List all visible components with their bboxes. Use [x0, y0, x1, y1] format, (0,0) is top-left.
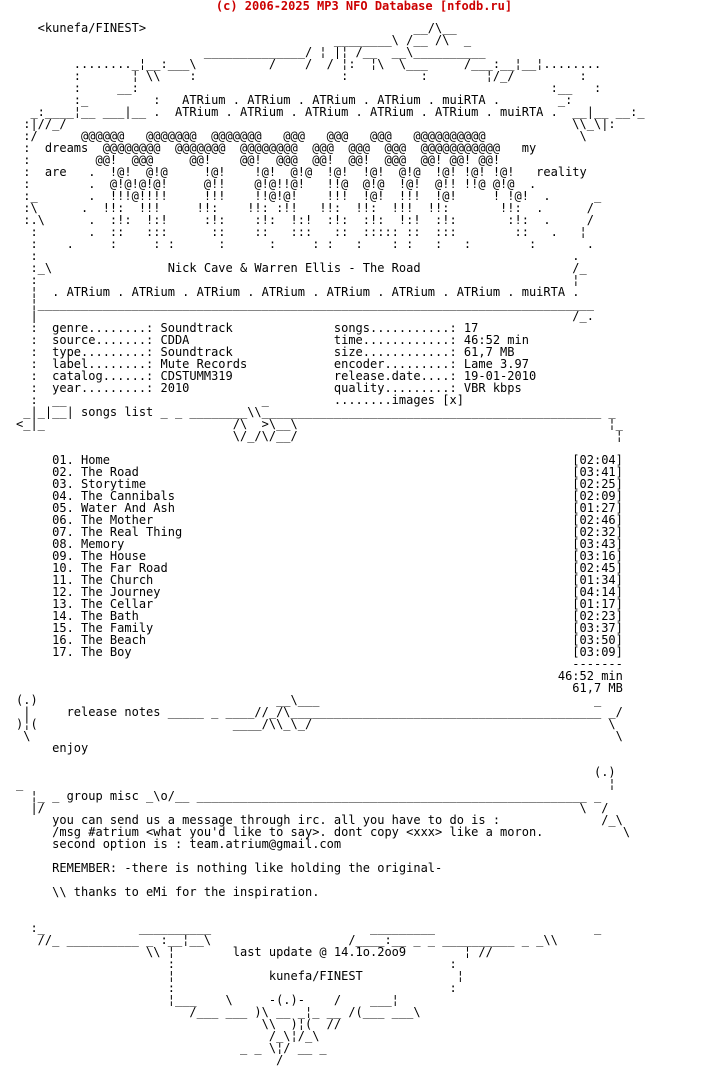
nfo-line: : __: :__ : [16, 81, 602, 95]
nfo-line: : type.........: Soundtrack size............: 61,7 MB [16, 345, 515, 359]
nfo-line: _|_|__| songs list _ _ ________\\_______________________________________________ _ [16, 405, 616, 419]
nfo-line: : source.......: CDDA time............: 46:52 min [16, 333, 529, 347]
nfo-line: 02. The Road [03:41] [16, 465, 623, 479]
nfo-line: ------- [16, 657, 623, 671]
nfo-line: 08. Memory [03:43] [16, 537, 623, 551]
nfo-line: :/ @@@@@@ @@@@@@@ @@@@@@@ @@@ @@@ @@@ @@@@@@@@@@ \ [16, 129, 587, 143]
nfo-line: : : [16, 957, 457, 971]
nfo-line: _:____¦__ ___|__ . ATRium . ATRium . ATRium . ATRium . ATRium . muiRTA . __|__ __:_ [16, 105, 645, 119]
nfo-line: /msg #atrium <what you'd like to say>. dont copy <xxx> like a moron. \ [16, 825, 631, 839]
nfo-line: )¦( ____/\\_\_/ \ [16, 717, 616, 731]
nfo-line: \\ )¦( // [16, 1017, 342, 1031]
nfo-line: 15. The Family [03:37] [16, 621, 623, 635]
nfo-line: : : [16, 981, 457, 995]
nfo-line: : dreams @@@@@@@@ @@@@@@@ @@@@@@@@ @@@ @@@ @@@ @@@@@@@@@@@ my [16, 141, 537, 155]
nfo-line: ¦___ \ -(.)- / ___¦ [16, 993, 399, 1007]
nfo-text-block [16, 10, 645, 1066]
nfo-line: : ¦ \\ : : : ¦/_/ : [16, 69, 587, 83]
nfo-line: : . : : : : : : : : : : : : : . [16, 237, 594, 251]
nfo-line: 09. The House [03:16] [16, 549, 623, 563]
nfo-line: you can send us a message through irc. all you have to do is : /_\ [16, 813, 623, 827]
nfo-line: : genre........: Soundtrack songs...........: 17 [16, 321, 479, 335]
copyright-header: (c) 2006-2025 MP3 NFO Database [nfodb.ru] [215, 0, 513, 13]
nfo-line: enjoy [16, 741, 89, 755]
nfo-line: :\ . !!: !!! !!: !!: :!! !!: !!: !!! !!: !!: . / [16, 201, 594, 215]
nfo-line: 01. Home [02:04] [16, 453, 623, 467]
nfo-line: /___ ___ )\ __ _¦_ __ /(___ ___\ [16, 1005, 421, 1019]
nfo-line: : are . !@! @!@ !@! !@! @!@ !@! !@! @!@ !@! !@! !@! reality [16, 165, 587, 179]
nfo-line: //_ __________ _ :__¦__\ /____:__ _ _ __________ _ _\\ [16, 933, 558, 947]
nfo-line: 06. The Mother [02:46] [16, 513, 623, 527]
nfo-line: :.\ . :!: !:! :!: :!: !:! :!: :!: !:! :!: :!: . / [16, 213, 594, 227]
nfo-line: : __ _ ........images [x] [16, 393, 464, 407]
nfo-line: \\ thanks to eMi for the inspiration. [16, 885, 320, 899]
nfo-line: _ ¦ [16, 777, 616, 791]
nfo-line: : year.........: 2010 quality.........: VBR kbps [16, 381, 522, 395]
nfo-line: : catalog......: CDSTUMM319 release.date....: 19-01-2010 [16, 369, 537, 383]
nfo-line: 12. The Journey [04:14] [16, 585, 623, 599]
nfo-line: \ \ [16, 729, 623, 743]
nfo-line: REMEMBER: -there is nothing like holding the original- [16, 861, 443, 875]
nfo-line: 03. Storytime [02:25] [16, 477, 623, 491]
nfo-line: : . @!@!@!@! @!! @!@!!@! !!@ @!@ !@! @!! !!@ @!@ . [16, 177, 537, 191]
nfo-line: 05. Water And Ash [01:27] [16, 501, 623, 515]
nfo-line: | /_. [16, 309, 594, 323]
nfo-line: <_|_ /\ >\__\ ¦_ [16, 417, 623, 431]
nfo-line: ________\ /__ /\ _ [16, 33, 472, 47]
nfo-line: : ¦ [16, 273, 580, 287]
nfo-line: 07. The Real Thing [02:32] [16, 525, 623, 539]
nfo-line: ........_¦__:___\ / / / ¦: ¦\ \___ /___:__¦__¦........ [16, 57, 602, 71]
nfo-line: _ _ \¦/ __ _ [16, 1041, 327, 1055]
nfo-line: 10. The Far Road [02:45] [16, 561, 623, 575]
nfo-line: : . [16, 249, 580, 263]
nfo-line: \/_/\/__/ ¦ [16, 429, 623, 443]
nfo-line: :_ . !!!@!!!! !!! !!@!@! !!! !@! !!! !@! ! !@! . _ [16, 189, 602, 203]
nfo-line: /_\¦/_\ [16, 1029, 320, 1043]
nfo-line: second option is : team.atrium@gmail.com [16, 837, 342, 851]
nfo-line [16, 898, 645, 910]
nfo-line: : label........: Mute Records encoder.........: Lame 3.97 [16, 357, 529, 371]
nfo-line: / [16, 1053, 284, 1067]
nfo-line: :_ __________ _________ _ [16, 921, 602, 935]
nfo-line: :|//_/ \\_\|: [16, 117, 616, 131]
nfo-line: : @@! @@@ @@! @@! @@@ @@! @@! @@@ @@! @@! @@! [16, 153, 501, 167]
nfo-line: | release notes _____ _ ____//_/\___________________________________________ _/ [16, 705, 623, 719]
nfo-line: <kunefa/FINEST> __/\__ [16, 21, 457, 35]
nfo-line: (.) [16, 765, 616, 779]
nfo-line: ¦_ _ group misc _\o/__ ______________________________________________________ _ [16, 789, 602, 803]
nfo-line: ¦ kunefa/FINEST ¦ [16, 969, 464, 983]
nfo-line: ______________/ ¦ |¦ /__ __\__________ [16, 45, 486, 59]
nfo-line: \\ ¦ last update @ 14.1o.2oo9 ¦ // [16, 945, 493, 959]
nfo-line: 46:52 min [16, 669, 623, 683]
nfo-line: 04. The Cannibals [02:09] [16, 489, 623, 503]
nfo-line: ¦ . ATRium . ATRium . ATRium . ATRium . ATRium . ATRium . ATRium . muiRTA . [16, 285, 580, 299]
nfo-line: (.) __\___ _ [16, 693, 602, 707]
nfo-line: 16. The Beach [03:50] [16, 633, 623, 647]
nfo-line: :_ : ATRium . ATRium . ATRium . ATRium . muiRTA . _: [16, 93, 573, 107]
nfo-line: 13. The Cellar [01:17] [16, 597, 623, 611]
nfo-line: : . :: ::: :: :: ::: :: ::::: :: ::: :: . ¦ [16, 225, 587, 239]
nfo-line: 17. The Boy [03:09] [16, 645, 623, 659]
nfo-line: 61,7 MB [16, 681, 623, 695]
nfo-line: :_\ Nick Cave & Warren Ellis - The Road /_ [16, 261, 587, 275]
nfo-line: ¦_____________________________________________________________________________ [16, 297, 594, 311]
nfo-line: 14. The Bath [02:23] [16, 609, 623, 623]
nfo-line: |/ \ / [16, 801, 609, 815]
nfo-line: 11. The Church [01:34] [16, 573, 623, 587]
